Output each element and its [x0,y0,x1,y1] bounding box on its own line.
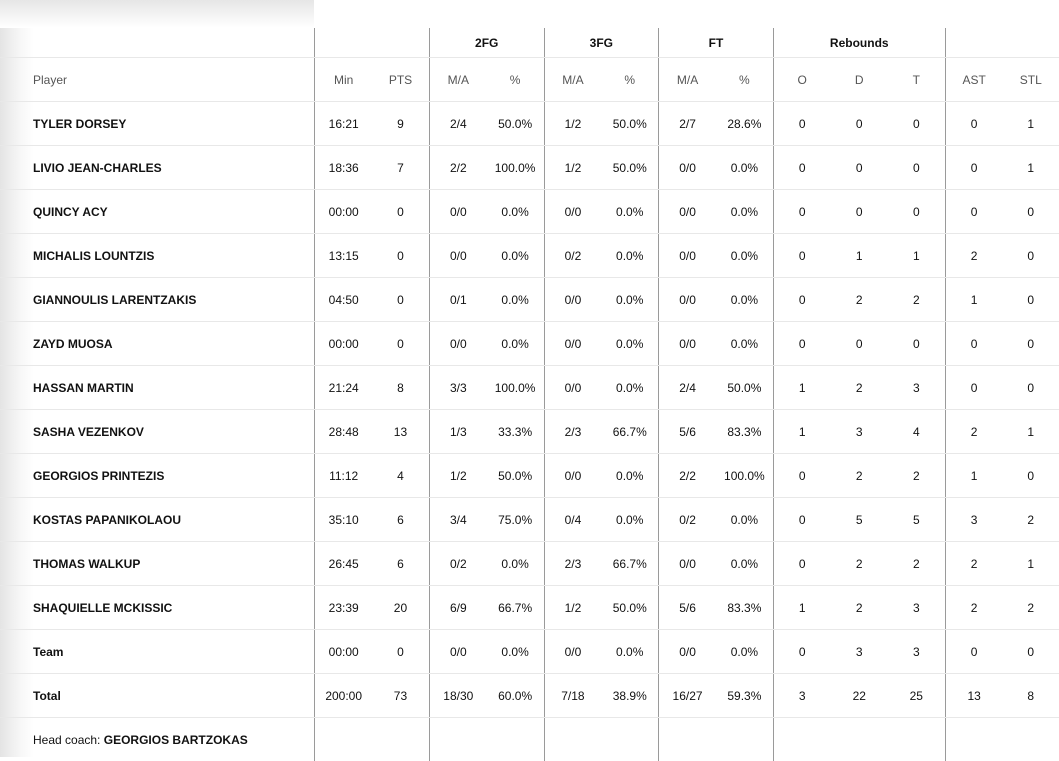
ast-cell: 3 [945,498,1002,542]
reb-t-cell: 3 [888,630,945,674]
min-cell: 04:50 [315,278,372,322]
table-row [0,278,1059,322]
fg2-ma-cell: 0/1 [429,278,486,322]
fg3-ma-cell: 1/2 [544,146,601,190]
reb-t-cell: 25 [888,674,945,718]
ast-cell: 0 [945,102,1002,146]
fg2-ma-cell: 2/4 [429,102,486,146]
fg2-pct-cell: 0.0% [487,278,544,322]
head-coach-row [0,718,1059,761]
fg2-ma-cell: 0/0 [429,322,486,366]
col-header-min[interactable]: Min [315,58,372,102]
ft-ma-cell: 2/2 [659,454,716,498]
player-name[interactable]: SHAQUIELLE MCKISSIC [0,586,315,630]
pts-cell: 73 [372,674,429,718]
ft-ma-cell: 0/0 [659,630,716,674]
ft-ma-cell: 0/0 [659,234,716,278]
table-row [0,542,1059,586]
reb-o-cell: 0 [773,234,830,278]
fg2-pct-cell: 75.0% [487,498,544,542]
min-cell: 13:15 [315,234,372,278]
fg3-pct-cell: 66.7% [601,410,658,454]
fg3-pct-cell: 0.0% [601,234,658,278]
stl-cell: 0 [1003,454,1059,498]
stl-cell: 8 [1003,674,1059,718]
fg2-pct-cell: 0.0% [487,234,544,278]
reb-t-cell: 3 [888,586,945,630]
group-header-blank-main [315,28,430,58]
fg3-pct-cell: 0.0% [601,630,658,674]
group-header-ft: FT [659,28,774,58]
reb-t-cell: 0 [888,322,945,366]
reb-t-cell: 0 [888,102,945,146]
min-cell: 28:48 [315,410,372,454]
reb-d-cell: 0 [831,146,888,190]
group-header-blank [0,28,315,58]
column-header-row [0,58,1059,102]
reb-t-cell: 1 [888,234,945,278]
fg3-pct-cell: 0.0% [601,498,658,542]
fg3-ma-cell: 1/2 [544,102,601,146]
player-name[interactable]: SASHA VEZENKOV [0,410,315,454]
pts-cell: 6 [372,542,429,586]
reb-o-cell: 0 [773,542,830,586]
reb-d-cell: 2 [831,542,888,586]
fg2-ma-cell: 18/30 [429,674,486,718]
reb-o-cell: 0 [773,146,830,190]
fg3-ma-cell: 7/18 [544,674,601,718]
reb-t-cell: 4 [888,410,945,454]
ft-pct-cell: 0.0% [716,234,773,278]
table-row [0,366,1059,410]
fg3-ma-cell: 0/2 [544,234,601,278]
reb-t-cell: 5 [888,498,945,542]
table-row [0,454,1059,498]
col-header-2fg-pct[interactable]: % [487,58,544,102]
stl-cell: 0 [1003,278,1059,322]
fg2-ma-cell: 1/2 [429,454,486,498]
fg2-pct-cell: 60.0% [487,674,544,718]
ft-ma-cell: 2/4 [659,366,716,410]
stl-cell: 2 [1003,586,1059,630]
col-header-reb-d[interactable]: D [831,58,888,102]
fg2-ma-cell: 2/2 [429,146,486,190]
coach-cell-blank [659,718,774,761]
ast-cell: 0 [945,146,1002,190]
reb-d-cell: 3 [831,630,888,674]
player-name[interactable]: GIANNOULIS LARENTZAKIS [0,278,315,322]
fg3-pct-cell: 50.0% [601,146,658,190]
col-header-ft-ma[interactable]: M/A [659,58,716,102]
player-name[interactable]: KOSTAS PAPANIKOLAOU [0,498,315,542]
fg2-ma-cell: 0/0 [429,234,486,278]
pts-cell: 0 [372,278,429,322]
fg2-pct-cell: 50.0% [487,102,544,146]
pts-cell: 0 [372,234,429,278]
ft-pct-cell: 83.3% [716,410,773,454]
stl-cell: 0 [1003,322,1059,366]
group-header-2fg: 2FG [429,28,544,58]
min-cell: 11:12 [315,454,372,498]
reb-d-cell: 2 [831,586,888,630]
ast-cell: 1 [945,278,1002,322]
fg3-pct-cell: 0.0% [601,454,658,498]
min-cell: 21:24 [315,366,372,410]
ast-cell: 2 [945,410,1002,454]
ft-pct-cell: 0.0% [716,146,773,190]
ast-cell: 0 [945,366,1002,410]
ft-pct-cell: 83.3% [716,586,773,630]
reb-d-cell: 0 [831,190,888,234]
reb-o-cell: 1 [773,586,830,630]
coach-cell-blank [544,718,659,761]
pts-cell: 0 [372,322,429,366]
ft-pct-cell: 0.0% [716,498,773,542]
pts-cell: 9 [372,102,429,146]
group-header-blank-other [945,28,1059,58]
min-cell: 26:45 [315,542,372,586]
pts-cell: 6 [372,498,429,542]
coach-cell-blank [945,718,1059,761]
reb-t-cell: 2 [888,278,945,322]
reb-o-cell: 1 [773,410,830,454]
reb-d-cell: 2 [831,366,888,410]
reb-t-cell: 2 [888,454,945,498]
reb-o-cell: 3 [773,674,830,718]
stl-cell: 1 [1003,542,1059,586]
fg3-pct-cell: 0.0% [601,190,658,234]
stl-cell: 0 [1003,190,1059,234]
table-row [0,102,1059,146]
ast-cell: 1 [945,454,1002,498]
table-row [0,322,1059,366]
table-row [0,234,1059,278]
fg2-pct-cell: 33.3% [487,410,544,454]
reb-t-cell: 3 [888,366,945,410]
coach-cell-blank [773,718,945,761]
player-name: Total [0,674,315,718]
head-coach-label: Head coach: [33,733,100,747]
player-name[interactable]: MICHALIS LOUNTZIS [0,234,315,278]
fg2-ma-cell: 0/0 [429,190,486,234]
ft-ma-cell: 0/0 [659,542,716,586]
reb-d-cell: 0 [831,102,888,146]
ft-ma-cell: 5/6 [659,586,716,630]
top-edge-shadow [0,0,314,28]
min-cell: 16:21 [315,102,372,146]
fg2-pct-cell: 66.7% [487,586,544,630]
min-cell: 35:10 [315,498,372,542]
ft-pct-cell: 100.0% [716,454,773,498]
reb-o-cell: 0 [773,102,830,146]
fg3-pct-cell: 0.0% [601,366,658,410]
stl-cell: 2 [1003,498,1059,542]
col-header-3fg-pct[interactable]: % [601,58,658,102]
min-cell: 18:36 [315,146,372,190]
pts-cell: 8 [372,366,429,410]
fg3-pct-cell: 0.0% [601,322,658,366]
col-header-ft-pct[interactable]: % [716,58,773,102]
table-row [0,146,1059,190]
col-header-2fg-ma[interactable]: M/A [429,58,486,102]
ft-pct-cell: 50.0% [716,366,773,410]
fg3-ma-cell: 0/4 [544,498,601,542]
reb-o-cell: 0 [773,278,830,322]
fg2-ma-cell: 3/4 [429,498,486,542]
fg3-ma-cell: 2/3 [544,542,601,586]
fg2-pct-cell: 100.0% [487,366,544,410]
fg2-pct-cell: 0.0% [487,542,544,586]
col-header-reb-t[interactable]: T [888,58,945,102]
player-rows [0,102,1059,718]
player-name[interactable]: LIVIO JEAN-CHARLES [0,146,315,190]
player-name[interactable]: TYLER DORSEY [0,102,315,146]
fg2-ma-cell: 0/2 [429,542,486,586]
fg3-pct-cell: 38.9% [601,674,658,718]
coach-cell-blank [315,718,430,761]
ft-pct-cell: 0.0% [716,322,773,366]
reb-t-cell: 0 [888,146,945,190]
reb-d-cell: 2 [831,454,888,498]
ft-pct-cell: 28.6% [716,102,773,146]
reb-o-cell: 0 [773,322,830,366]
ast-cell: 0 [945,322,1002,366]
boxscore-table [0,28,1059,761]
ft-ma-cell: 0/0 [659,278,716,322]
ft-pct-cell: 0.0% [716,630,773,674]
player-name[interactable]: HASSAN MARTIN [0,366,315,410]
ast-cell: 2 [945,234,1002,278]
col-header-3fg-ma[interactable]: M/A [544,58,601,102]
fg3-ma-cell: 0/0 [544,630,601,674]
table-row [0,630,1059,674]
ast-cell: 13 [945,674,1002,718]
stl-cell: 0 [1003,630,1059,674]
pts-cell: 7 [372,146,429,190]
player-name[interactable]: THOMAS WALKUP [0,542,315,586]
fg3-ma-cell: 0/0 [544,190,601,234]
fg2-ma-cell: 1/3 [429,410,486,454]
ft-ma-cell: 0/0 [659,322,716,366]
col-header-reb-o[interactable]: O [773,58,830,102]
table-row [0,190,1059,234]
fg2-pct-cell: 0.0% [487,630,544,674]
head-coach-name: GEORGIOS BARTZOKAS [104,733,248,747]
stl-cell: 0 [1003,366,1059,410]
reb-o-cell: 1 [773,366,830,410]
ft-ma-cell: 2/7 [659,102,716,146]
fg2-pct-cell: 0.0% [487,190,544,234]
min-cell: 23:39 [315,586,372,630]
reb-o-cell: 0 [773,190,830,234]
reb-d-cell: 2 [831,278,888,322]
fg2-ma-cell: 0/0 [429,630,486,674]
ft-ma-cell: 16/27 [659,674,716,718]
pts-cell: 0 [372,190,429,234]
reb-d-cell: 5 [831,498,888,542]
reb-d-cell: 1 [831,234,888,278]
col-header-stl[interactable]: STL [1003,58,1059,102]
stl-cell: 0 [1003,234,1059,278]
fg3-ma-cell: 0/0 [544,366,601,410]
fg3-ma-cell: 0/0 [544,454,601,498]
total-row [0,674,1059,718]
reb-o-cell: 0 [773,498,830,542]
table-row [0,586,1059,630]
coach-cell-blank [429,718,544,761]
col-header-player[interactable]: Player [0,58,315,102]
group-header-row [0,28,1059,58]
fg2-pct-cell: 50.0% [487,454,544,498]
ft-ma-cell: 0/0 [659,190,716,234]
fg3-pct-cell: 0.0% [601,278,658,322]
pts-cell: 20 [372,586,429,630]
min-cell: 00:00 [315,322,372,366]
fg3-ma-cell: 2/3 [544,410,601,454]
fg3-ma-cell: 0/0 [544,322,601,366]
ast-cell: 0 [945,630,1002,674]
stl-cell: 1 [1003,146,1059,190]
head-coach [0,718,315,761]
ast-cell: 2 [945,542,1002,586]
ft-pct-cell: 59.3% [716,674,773,718]
fg2-pct-cell: 0.0% [487,322,544,366]
col-header-pts[interactable]: PTS [372,58,429,102]
fg3-pct-cell: 50.0% [601,586,658,630]
ft-pct-cell: 0.0% [716,278,773,322]
player-name: Team [0,630,315,674]
fg3-pct-cell: 50.0% [601,102,658,146]
min-cell: 00:00 [315,630,372,674]
table-row [0,410,1059,454]
group-header-3fg: 3FG [544,28,659,58]
fg3-pct-cell: 66.7% [601,542,658,586]
min-cell: 00:00 [315,190,372,234]
ft-ma-cell: 0/2 [659,498,716,542]
reb-t-cell: 2 [888,542,945,586]
fg2-pct-cell: 100.0% [487,146,544,190]
reb-d-cell: 0 [831,322,888,366]
ft-ma-cell: 5/6 [659,410,716,454]
pts-cell: 0 [372,630,429,674]
fg2-ma-cell: 3/3 [429,366,486,410]
ast-cell: 2 [945,586,1002,630]
player-name[interactable]: ZAYD MUOSA [0,322,315,366]
table-row [0,498,1059,542]
reb-t-cell: 0 [888,190,945,234]
ast-cell: 0 [945,190,1002,234]
ft-pct-cell: 0.0% [716,542,773,586]
min-cell: 200:00 [315,674,372,718]
pts-cell: 13 [372,410,429,454]
group-header-rebounds: Rebounds [773,28,945,58]
pts-cell: 4 [372,454,429,498]
stl-cell: 1 [1003,102,1059,146]
reb-d-cell: 22 [831,674,888,718]
player-name[interactable]: GEORGIOS PRINTEZIS [0,454,315,498]
reb-o-cell: 0 [773,630,830,674]
player-name[interactable]: QUINCY ACY [0,190,315,234]
fg2-ma-cell: 6/9 [429,586,486,630]
stl-cell: 1 [1003,410,1059,454]
reb-o-cell: 0 [773,454,830,498]
ft-ma-cell: 0/0 [659,146,716,190]
ft-pct-cell: 0.0% [716,190,773,234]
fg3-ma-cell: 0/0 [544,278,601,322]
fg3-ma-cell: 1/2 [544,586,601,630]
reb-d-cell: 3 [831,410,888,454]
col-header-ast[interactable]: AST [945,58,1002,102]
